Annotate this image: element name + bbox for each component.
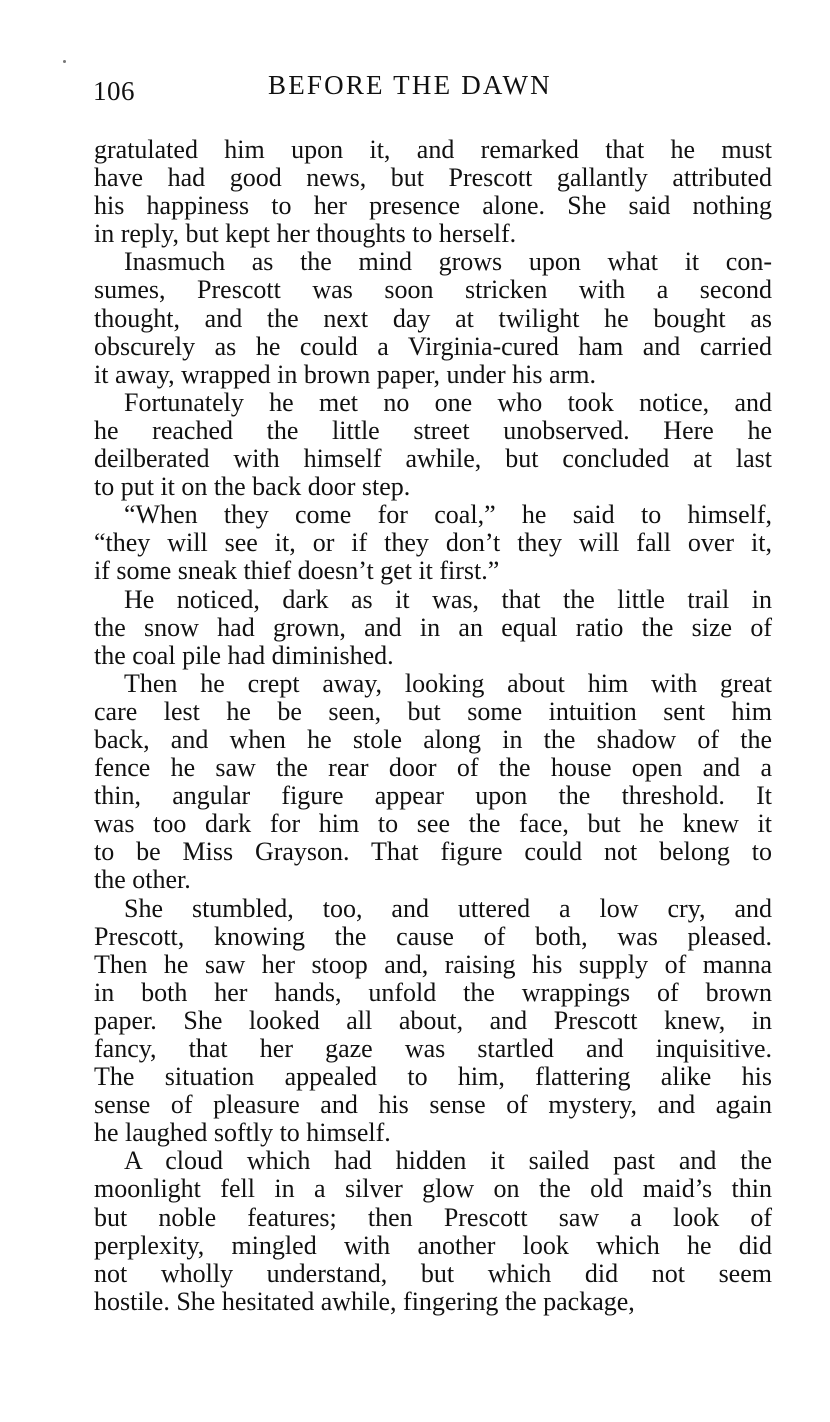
text-line: gratulated him upon it, and remarked that he must bbox=[94, 135, 772, 164]
body-text bbox=[94, 136, 772, 1316]
text-line: A cloud which had hidden it sailed past and the bbox=[124, 1146, 772, 1176]
paragraph bbox=[94, 895, 772, 1148]
text-line: hostile. She hesitated awhile, fingering the package, bbox=[94, 1286, 635, 1316]
text-line: he reached the little street unobserved. Here he bbox=[94, 415, 772, 445]
paragraph bbox=[94, 670, 772, 895]
text-line: Then he crept away, looking about him with great bbox=[124, 668, 772, 698]
text-line: She stumbled, too, and uttered a low cry, and bbox=[124, 893, 772, 923]
page-number: 106 bbox=[93, 76, 135, 106]
text-line: Then he saw her stoop and, raising his supply of manna bbox=[94, 949, 772, 979]
text-line: back, and when he stole along in the shadow of the bbox=[94, 724, 772, 754]
text-line: he laughed softly to himself. bbox=[94, 1118, 391, 1148]
text-line: He noticed, dark as it was, that the little trail in bbox=[124, 584, 772, 614]
paragraph bbox=[94, 248, 772, 388]
text-line: his happiness to her presence alone. She said nothing bbox=[94, 191, 772, 221]
text-line: have had good news, but Prescott gallantly attributed bbox=[94, 163, 772, 193]
text-line: care lest he be seen, but some intuition sent him bbox=[94, 696, 772, 726]
text-line: thin, angular figure appear upon the threshold. It bbox=[94, 781, 772, 811]
text-line: sense of pleasure and his sense of mystery, and again bbox=[94, 1090, 772, 1120]
text-line: fancy, that her gaze was startled and inquisitive. bbox=[94, 1034, 772, 1063]
running-head: BEFORE THE DAWN bbox=[268, 70, 552, 100]
ink-speck bbox=[63, 60, 66, 63]
page-header bbox=[93, 70, 773, 106]
text-line: The situation appealed to him, flattering alike his bbox=[94, 1062, 772, 1092]
paragraph bbox=[94, 1147, 772, 1316]
paragraph bbox=[94, 136, 772, 248]
text-line: Prescott, knowing the cause of both, was pleased. bbox=[94, 921, 772, 951]
text-line: the other. bbox=[94, 865, 191, 895]
text-line: to be Miss Grayson. That figure could not belong to bbox=[94, 837, 772, 867]
paragraph bbox=[94, 389, 772, 501]
text-line: “When they come for coal,” he said to himself, bbox=[124, 500, 772, 530]
text-line: if some sneak thief doesn’t get it first.” bbox=[94, 556, 500, 586]
text-line: the snow had grown, and in an equal ratio the size of bbox=[94, 612, 772, 642]
text-line: paper. She looked all about, and Prescott knew, in bbox=[94, 1005, 772, 1035]
text-line: obscurely as he could a Virginia-cured ham and carried bbox=[94, 331, 772, 361]
text-line: Inasmuch as the mind grows upon what it con- bbox=[124, 247, 772, 277]
text-line: to put it on the back door step. bbox=[94, 472, 411, 502]
text-line: was too dark for him to see the face, but he knew it bbox=[94, 809, 772, 839]
text-line: in reply, but kept her thoughts to herself. bbox=[94, 219, 517, 249]
text-line: not wholly understand, but which did not seem bbox=[94, 1258, 772, 1288]
text-line: “they will see it, or if they don’t they will fall over it, bbox=[94, 528, 772, 558]
text-line: fence he saw the rear door of the house open and a bbox=[94, 753, 772, 783]
text-line: but noble features; then Prescott saw a look of bbox=[94, 1202, 772, 1232]
text-line: the coal pile had diminished. bbox=[94, 640, 394, 670]
paragraph bbox=[94, 586, 772, 670]
text-line: it away, wrapped in brown paper, under his arm. bbox=[94, 359, 596, 389]
text-line: in both her hands, unfold the wrappings of brown bbox=[94, 977, 772, 1007]
text-line: sumes, Prescott was soon stricken with a second bbox=[94, 275, 772, 305]
text-line: thought, and the next day at twilight he bought as bbox=[94, 303, 772, 333]
text-line: perplexity, mingled with another look which he did bbox=[94, 1230, 772, 1260]
text-line: deilberated with himself awhile, but concluded at last bbox=[94, 444, 772, 474]
text-line: Fortunately he met no one who took notice, and bbox=[124, 387, 772, 417]
paragraph bbox=[94, 501, 772, 585]
text-line: moonlight fell in a silver glow on the old maid’s thin bbox=[94, 1174, 772, 1204]
